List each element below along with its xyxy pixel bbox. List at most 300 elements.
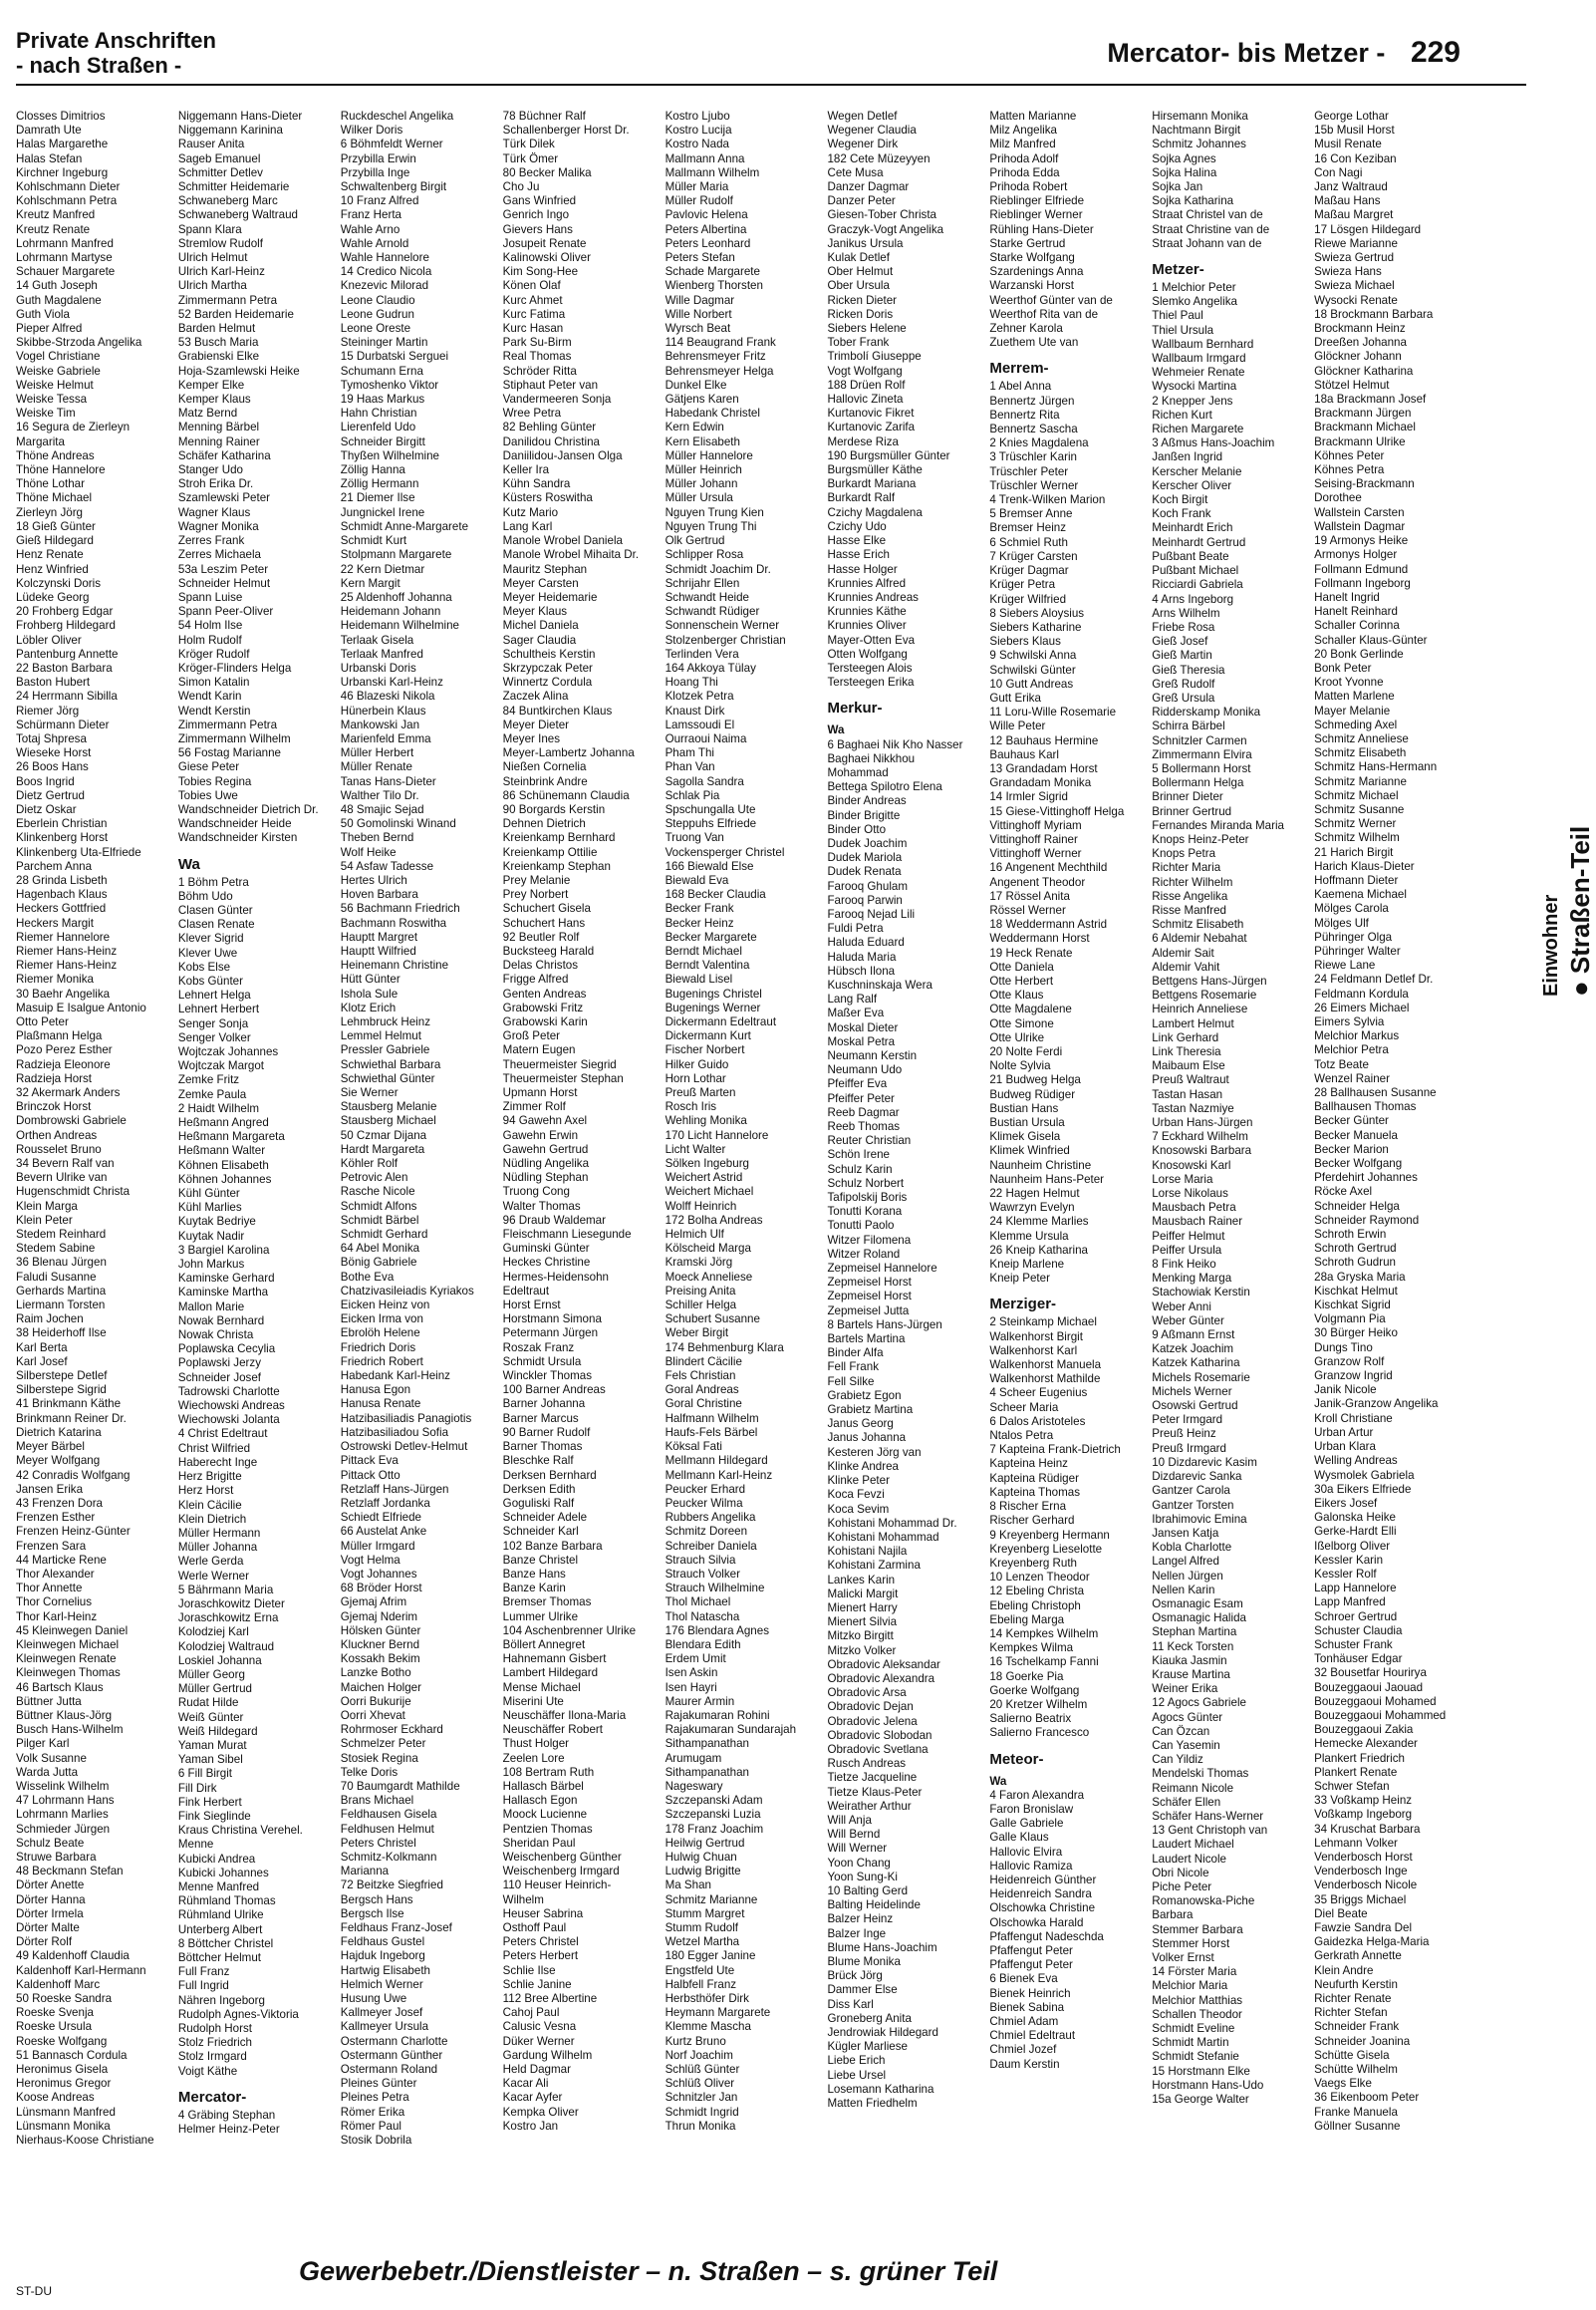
resident-entry: Kügler Marliese [827, 2040, 908, 2054]
resident-entry: Wehmeier Renate [1152, 366, 1245, 380]
resident-entry: Schlie Ilse [502, 1963, 556, 1977]
resident-entry: Full Ingrid [177, 1979, 229, 1993]
resident-entry: 2 Steinkamp Michael [989, 1315, 1097, 1329]
resident-entry: Dörter Malte [16, 1921, 80, 1934]
resident-entry: Balzer Heinz [827, 1912, 894, 1926]
resident-entry: Lambert Hildegard [502, 1666, 599, 1680]
resident-entry: Rajakumaran Sundarajah [665, 1723, 797, 1737]
resident-entry: Malicki Margit [827, 1587, 899, 1600]
resident-entry: Roeske Svenja [16, 2006, 94, 2020]
resident-entry: Tober Frank [827, 336, 890, 350]
resident-entry: 36 Eikenboom Peter [1314, 2091, 1420, 2105]
resident-entry: Parchem Anna [16, 859, 93, 873]
resident-entry: Schmitz Wilhelm [1314, 831, 1400, 845]
resident-entry: Kolczynski Doris [16, 576, 102, 590]
resident-entry: Maibaum Else [1152, 1059, 1225, 1073]
street-range-title [1107, 36, 1461, 70]
resident-entry: Krunnies Oliver [827, 619, 907, 633]
resident-entry: Koch Birgit [1152, 493, 1208, 507]
resident-entry: 104 Aschenbrenner Ulrike [502, 1623, 637, 1637]
resident-entry: Hugenschmidt Christa [16, 1185, 131, 1199]
resident-entry: Strauch Silvia [665, 1553, 736, 1567]
resident-entry: Zimmermann Elvira [1152, 747, 1252, 761]
resident-entry: Thor Karl-Heinz [16, 1609, 98, 1623]
resident-entry: 3 Trüschler Karin [989, 450, 1077, 464]
resident-entry: Laudert Michael [1152, 1838, 1234, 1852]
resident-entry: Bauhaus Karl [989, 747, 1059, 761]
resident-entry: Mausbach Petra [1152, 1201, 1236, 1215]
resident-entry: Keller Ira [502, 463, 550, 477]
resident-entry: Schmitz Johannes [1152, 138, 1246, 151]
resident-entry: Wandschneider Heide [177, 817, 292, 831]
resident-entry: Can Özcan [1152, 1724, 1210, 1738]
resident-entry: Walkenhorst Mathilde [989, 1372, 1101, 1386]
resident-entry: Meyer Bärbel [16, 1440, 85, 1454]
resident-entry: Heckers Margit [16, 916, 94, 930]
resident-entry: Fels Christian [665, 1369, 736, 1383]
resident-entry: Heidenreich Sandra [989, 1887, 1092, 1901]
resident-entry: Vogel Christiane [16, 350, 101, 364]
resident-entry: Lang Ralf [827, 993, 878, 1007]
resident-entry: Moeck Anneliese [665, 1270, 753, 1284]
resident-entry: Kapteina Thomas [989, 1485, 1081, 1499]
resident-entry: Schneider Helga [1314, 1199, 1400, 1213]
resident-entry: Seising-Brackmann [1314, 477, 1415, 491]
resident-entry: Balting Heidelinde [827, 1898, 921, 1912]
resident-entry: Peucker Erhard [665, 1482, 746, 1496]
resident-entry: Müller Rudolf [665, 194, 733, 208]
resident-entry: Schubert Susanne [665, 1312, 760, 1326]
resident-entry: Giesen-Tober Christa [827, 208, 936, 222]
resident-entry: 20 Nolte Ferdi [989, 1045, 1063, 1058]
resident-entry: Schwer Stefan [1314, 1779, 1390, 1793]
resident-entry: Zimmermann Petra [177, 293, 278, 307]
resident-entry: Kessler Rolf [1314, 1567, 1377, 1581]
resident-entry: Eikers Josef [1314, 1496, 1378, 1510]
resident-entry: Neufurth Kerstin [1314, 1977, 1398, 1991]
resident-entry: Prey Melanie [502, 873, 571, 887]
resident-entry: Hanusa Renate [340, 1397, 421, 1411]
resident-entry: Weischenberg Günther [502, 1850, 622, 1864]
directory-column [178, 110, 335, 2188]
resident-entry: Arumugam [665, 1751, 722, 1765]
resident-entry: 80 Becker Malika [502, 165, 592, 179]
resident-entry: 17 Lösgen Hildegard [1314, 222, 1422, 236]
resident-entry: Galle Klaus [989, 1831, 1049, 1845]
resident-entry: Preuß Heinz [1152, 1427, 1216, 1441]
resident-entry: Thöne Andreas [16, 448, 95, 462]
resident-entry: Mienert Harry [827, 1600, 898, 1614]
resident-entry: Schmeding Axel [1314, 718, 1398, 731]
resident-entry: Böhm Udo [177, 889, 233, 903]
resident-entry: Brackmann Ulrike [1314, 434, 1406, 448]
resident-entry: 26 Eimers Michael [1314, 1001, 1410, 1014]
resident-entry: Pfaffengut Peter [989, 1943, 1073, 1957]
resident-entry: Kuytak Nadir [177, 1229, 245, 1243]
resident-entry: Schmidt Martin [1152, 2036, 1229, 2050]
resident-entry: Link Theresia [1152, 1045, 1221, 1058]
resident-entry: Kaminske Martha [177, 1286, 269, 1299]
resident-entry: Küsters Roswitha [502, 491, 593, 505]
resident-entry: 35 Briggs Michael [1314, 1892, 1407, 1906]
resident-entry: Schwiethal Günter [340, 1071, 435, 1085]
resident-entry: Göllner Susanne [1314, 2119, 1401, 2133]
resident-entry: 13 Grandadam Horst [989, 761, 1098, 775]
resident-entry: 32 Akermark Anders [16, 1086, 121, 1100]
resident-entry: Schneider Josef [177, 1370, 262, 1384]
resident-entry: Bouzeggaoui Zakia [1314, 1723, 1414, 1737]
resident-entry: Bachmann Roswitha [340, 916, 447, 930]
resident-entry: Meyer Ines [502, 731, 561, 745]
resident-entry: Weirather Arthur [827, 1799, 912, 1813]
resident-entry: Follmann Edmund [1314, 562, 1409, 576]
resident-entry: Bothe Eva [340, 1270, 395, 1284]
resident-entry: Follmann Ingeborg [1314, 576, 1411, 590]
resident-entry: 48 Smajic Sejad [340, 802, 424, 816]
resident-entry: Balzer Inge [827, 1926, 887, 1940]
resident-entry: Danzer Peter [827, 194, 896, 208]
street-heading: Wa [177, 855, 200, 873]
resident-entry: 41 Brinkmann Käthe [16, 1397, 122, 1411]
resident-entry: 11 Keck Torsten [1152, 1639, 1234, 1653]
resident-entry: Kurc Hasan [502, 322, 564, 336]
resident-entry: Feldhusen Helmut [340, 1822, 434, 1836]
resident-entry: Koose Andreas [16, 2091, 95, 2105]
resident-entry: 12 Bauhaus Hermine [989, 733, 1099, 747]
resident-entry: Fawzie Sandra Del [1314, 1921, 1413, 1934]
resident-entry: Obradovic Dejan [827, 1700, 914, 1714]
resident-entry: Pfaffengut Nadeschda [989, 1929, 1104, 1943]
resident-entry: Grandadam Monika [989, 776, 1092, 790]
resident-entry: Stremlow Rudolf [177, 236, 263, 250]
resident-entry: Ebrolöh Helene [340, 1326, 420, 1340]
resident-entry: Licht Walter [665, 1142, 726, 1156]
resident-entry: Richter Wilhelm [1152, 875, 1233, 889]
resident-entry: Schmidt Ingrid [665, 2105, 739, 2119]
resident-entry: Haufs-Fels Bärbel [665, 1425, 758, 1439]
resident-entry: Szamlewski Peter [177, 491, 271, 505]
resident-entry: Janz Waltraud [1314, 180, 1388, 194]
resident-entry: Vittinghoff Myriam [989, 818, 1082, 832]
resident-entry: Müller Hannelore [665, 448, 753, 462]
resident-entry: Kreienkamp Ottilie [502, 845, 598, 859]
resident-entry: Peters Stefan [665, 251, 735, 265]
resident-entry: Matten Friedhelm [827, 2097, 918, 2111]
resident-entry: Schwaneberg Waltraud [177, 208, 298, 222]
resident-entry: Orthen Andreas [16, 1128, 98, 1142]
resident-entry: Kern Margit [340, 576, 400, 590]
resident-entry: Wahle Hannelore [340, 251, 429, 265]
resident-entry: Volker Ernst [1152, 1951, 1214, 1964]
resident-entry: Stemmer Horst [1152, 1936, 1230, 1950]
resident-entry: Brackmann Michael [1314, 421, 1416, 434]
resident-entry: 182 Cete Müzeyyen [827, 151, 931, 165]
resident-entry: Prihoda Adolf [989, 151, 1059, 165]
resident-entry: Ostermann Charlotte [340, 2034, 448, 2048]
resident-entry: 176 Blendara Agnes [665, 1623, 769, 1637]
resident-entry: Franke Manuela [1314, 2105, 1398, 2119]
district-code: Wa [827, 723, 845, 737]
resident-entry: Franz Herta [340, 208, 401, 222]
resident-entry: Obradovic Arsa [827, 1686, 907, 1700]
resident-entry: Schmidt Bärbel [340, 1213, 419, 1227]
resident-entry: Tonutti Korana [827, 1205, 903, 1219]
resident-entry: Menning Bärbel [177, 421, 260, 434]
resident-entry: Gantzer Carola [1152, 1484, 1230, 1498]
resident-entry: Stiphaut Peter van [502, 378, 599, 392]
resident-entry: Fernandes Miranda Maria [1152, 818, 1284, 832]
resident-entry: Mendelski Thomas [1152, 1767, 1249, 1781]
resident-entry: Bienek Heinrich [989, 1986, 1071, 2000]
resident-entry: Kluckner Bernd [340, 1637, 420, 1651]
resident-entry: Richen Kurt [1152, 408, 1212, 422]
resident-entry: Riemer Hans-Heinz [16, 944, 118, 958]
resident-entry: Matten Marianne [989, 110, 1077, 123]
resident-entry: Schneider Karl [502, 1525, 579, 1539]
resident-entry: 6 Dalos Aristoteles [989, 1414, 1086, 1428]
resident-entry: Kerscher Melanie [1152, 464, 1242, 478]
resident-entry: Wysmolek Gabriela [1314, 1468, 1415, 1482]
resident-entry: Kaldenhoff Marc [16, 1977, 101, 1991]
resident-entry: Wyrsch Beat [665, 322, 731, 336]
resident-entry: Roeske Ursula [16, 2020, 93, 2034]
resident-entry: Heckers Gottfried [16, 902, 107, 916]
resident-entry: Thöne Lothar [16, 477, 85, 491]
resident-entry: Kohistani Mohammad Dr. [827, 1516, 957, 1530]
resident-entry: Wawrzyn Evelyn [989, 1201, 1075, 1215]
resident-entry: Biewald Eva [665, 873, 729, 887]
resident-entry: Sithampanathan [665, 1737, 750, 1751]
resident-entry: Schneider Adele [502, 1511, 588, 1525]
resident-entry: Ulrich Helmut [177, 251, 248, 265]
resident-entry: Wallbaum Bernhard [1152, 337, 1254, 351]
resident-entry: Ishola Sule [340, 987, 399, 1001]
resident-entry: Dörter Irmela [16, 1906, 84, 1920]
resident-entry: Müller Johann [665, 477, 738, 491]
resident-entry: Lohrmann Manfred [16, 236, 114, 250]
resident-entry: Wagner Monika [177, 519, 259, 533]
resident-entry: Lüdeke Georg [16, 590, 90, 604]
resident-entry: Guth Viola [16, 307, 70, 321]
resident-entry: Roeske Wolfgang [16, 2034, 108, 2048]
resident-entry: Leone Gudrun [340, 307, 414, 321]
resident-entry: Schlüß Günter [665, 2063, 740, 2077]
resident-entry: Wegener Dirk [827, 138, 899, 151]
resident-entry: Zehner Karola [989, 322, 1063, 336]
resident-entry: 20 Bonk Gerlinde [1314, 647, 1404, 661]
resident-entry: 70 Baumgardt Mathilde [340, 1779, 460, 1793]
footer-code: ST-DU [16, 2284, 52, 2298]
resident-entry: 54 Holm Ilse [177, 619, 243, 633]
resident-entry: Bönig Gabriele [340, 1256, 417, 1270]
resident-entry: Sagolla Sandra [665, 774, 744, 788]
resident-entry: Zierleyn Jörg [16, 505, 84, 519]
resident-entry: Wojtczak Margot [177, 1059, 265, 1073]
resident-entry: Löbler Oliver [16, 633, 82, 647]
resident-entry: Thöne Michael [16, 491, 93, 505]
resident-entry: Wegener Claudia [827, 124, 917, 138]
resident-entry: Nowak Bernhard [177, 1313, 265, 1327]
resident-entry: Edeltraut [502, 1284, 550, 1298]
resident-entry: Petrovic Alen [340, 1171, 408, 1185]
resident-entry: Bettega Spilotro Elena [827, 780, 942, 794]
resident-entry: Kapteina Rüdiger [989, 1471, 1079, 1485]
resident-entry: 20 Kretzer Wilhelm [989, 1697, 1088, 1711]
resident-entry: Neuschäffer Robert [502, 1723, 603, 1737]
resident-entry: Schäfer Ellen [1152, 1795, 1221, 1809]
resident-entry: Mense Michael [502, 1680, 581, 1694]
resident-entry: Nüdling Stephan [502, 1171, 589, 1185]
resident-entry: Swieza Gertrud [1314, 251, 1395, 265]
resident-entry: Straat Christel van de [1152, 208, 1263, 222]
resident-entry: Margarita [16, 434, 65, 448]
resident-entry: Greß Rudolf [1152, 677, 1215, 691]
resident-entry: Tafipolskij Boris [827, 1191, 908, 1205]
resident-entry: Feldhaus Gustel [340, 1935, 425, 1949]
resident-entry: Binder Alfa [827, 1346, 884, 1360]
resident-entry: Plankert Renate [1314, 1765, 1398, 1779]
resident-entry: Wendt Kerstin [177, 704, 251, 718]
resident-entry: Chatzivasileiadis Kyriakos [340, 1284, 474, 1298]
resident-entry: Berndt Valentina [665, 959, 750, 973]
resident-entry: Ebeling Christoph [989, 1598, 1081, 1612]
resident-entry: Menking Marga [1152, 1272, 1232, 1286]
side-tab-text [1540, 826, 1596, 997]
resident-entry: Vaegs Elke [1314, 2077, 1372, 2091]
resident-entry: Zöllig Hanna [340, 463, 405, 477]
resident-entry: Cho Ju [502, 180, 540, 194]
resident-entry: Vittinghoff Werner [989, 847, 1082, 861]
resident-entry: Kempkes Wilma [989, 1641, 1074, 1655]
resident-entry: Kneip Peter [989, 1272, 1050, 1286]
resident-entry: Hilker Guido [665, 1057, 729, 1071]
resident-entry: Zimmermann Petra [177, 718, 278, 731]
resident-entry: 10 Balting Gerd [827, 1883, 909, 1897]
resident-entry: Brück Jörg [827, 1969, 883, 1983]
resident-entry: Winnertz Cordula [502, 676, 593, 690]
resident-entry: Becker Frank [665, 902, 734, 916]
resident-entry: Kostro Jan [502, 2119, 559, 2133]
resident-entry: Heckes Christine [502, 1256, 591, 1270]
resident-entry: 34 Kruschat Barbara [1314, 1822, 1421, 1836]
resident-entry: Krüger Dagmar [989, 564, 1069, 578]
resident-entry: 18a Brackmann Josef [1314, 393, 1427, 407]
resident-entry: Liermann Torsten [16, 1299, 106, 1312]
resident-entry: Sojka Katharina [1152, 194, 1234, 208]
resident-entry: 1 Melchior Peter [1152, 281, 1236, 295]
resident-entry: Radzieja Eleonore [16, 1057, 111, 1071]
resident-entry: Will Anja [827, 1813, 872, 1827]
resident-entry: Horst Ernst [502, 1299, 561, 1312]
resident-entry: 4 Trenk-Wilken Marion [989, 493, 1106, 507]
resident-entry: 10 Franz Alfred [340, 194, 419, 208]
resident-entry: Peters Christel [502, 1935, 579, 1949]
resident-entry: Dreeßen Johanna [1314, 336, 1407, 350]
resident-entry: Will Bernd [827, 1828, 881, 1842]
resident-entry: Gantzer Torsten [1152, 1498, 1234, 1512]
resident-entry: Wille Norbert [665, 307, 732, 321]
resident-entry: Roszak Franz [502, 1340, 575, 1354]
resident-entry: Volgmann Pia [1314, 1312, 1386, 1326]
resident-entry: Riemer Jörg [16, 704, 80, 718]
resident-entry: 32 Bousetfar Hourirya [1314, 1666, 1427, 1680]
resident-entry: Czichy Magdalena [827, 505, 923, 519]
resident-entry: Otte Klaus [989, 989, 1044, 1003]
resident-entry: Derksen Edith [502, 1482, 576, 1496]
resident-entry: Voigt Käthe [177, 2064, 238, 2078]
resident-entry: Pilger Karl [16, 1737, 70, 1751]
resident-entry: Walkenhorst Birgit [989, 1329, 1083, 1343]
resident-entry: Otten Wolfgang [827, 647, 908, 661]
resident-entry: Genrich Ingo [502, 208, 570, 222]
resident-entry: Weichert Astrid [665, 1171, 743, 1185]
resident-entry: Nellen Jürgen [1152, 1569, 1223, 1583]
resident-entry: Mayer-Otten Eva [827, 633, 916, 647]
resident-entry: Kern Elisabeth [665, 434, 740, 448]
resident-entry: Brinczok Horst [16, 1100, 92, 1114]
resident-entry: 30a Eikers Elfriede [1314, 1482, 1412, 1496]
resident-entry: Senger Sonja [177, 1016, 249, 1030]
resident-entry: Peiffer Ursula [1152, 1243, 1222, 1257]
resident-entry: Richter Maria [1152, 861, 1221, 875]
resident-entry: 11 Loru-Wille Rosemarie [989, 706, 1117, 720]
resident-entry: Salierno Francesco [989, 1726, 1090, 1740]
resident-entry: Pentzien Thomas [502, 1822, 593, 1836]
resident-entry: Behrensmeyer Fritz [665, 350, 766, 364]
resident-entry: Thöne Hannelore [16, 463, 106, 477]
directory-column [341, 110, 497, 2188]
resident-entry: Vogt Wolfgang [827, 364, 903, 378]
resident-entry: 90 Barner Rudolf [502, 1425, 591, 1439]
resident-entry: Schütte Gisela [1314, 2048, 1390, 2062]
resident-entry: Vogt Helma [340, 1553, 400, 1567]
resident-entry: Bienek Sabina [989, 2000, 1065, 2014]
resident-entry: Schmidt Stefanie [1152, 2050, 1239, 2064]
resident-entry: Daniilidou-Jansen Olga [502, 448, 623, 462]
resident-entry: Manole Wrobel Mihaita Dr. [502, 548, 640, 562]
resident-entry: Kühl Marlies [177, 1201, 242, 1215]
resident-entry: 6 Baghaei Nik Kho Nasser [827, 737, 963, 751]
resident-entry: Barner Marcus [502, 1411, 579, 1425]
resident-entry: Pieper Alfred [16, 322, 83, 336]
resident-entry: Trüschler Werner [989, 478, 1079, 492]
resident-entry: Kramski Jörg [665, 1256, 733, 1270]
resident-entry: Eicken Heinz von [340, 1299, 430, 1312]
resident-entry: Karl Josef [16, 1354, 68, 1368]
resident-entry: Hasse Holger [827, 562, 898, 576]
resident-entry: Böllert Annegret [502, 1637, 586, 1651]
resident-entry: 50 Gomolinski Winand [340, 817, 456, 831]
resident-entry: 22 Kern Dietmar [340, 562, 425, 576]
resident-entry: Hulwig Chuan [665, 1850, 737, 1864]
resident-entry: 6 Schmiel Ruth [989, 535, 1068, 549]
resident-entry: Zaczek Alina [502, 690, 569, 704]
resident-entry: Schmidt Gerhard [340, 1228, 428, 1242]
resident-entry: Türk Dilek [502, 138, 555, 151]
resident-entry: Heinemann Christine [340, 959, 449, 973]
resident-entry: Pittack Eva [340, 1454, 399, 1468]
resident-entry: Klinkenberg Horst [16, 831, 109, 845]
resident-entry: Heronimus Gregor [16, 2077, 112, 2091]
resident-entry: Hatzibasiliadis Panagiotis [340, 1411, 472, 1425]
resident-entry: Janus Johanna [827, 1431, 907, 1445]
resident-entry: Sonnenschein Werner [665, 619, 780, 633]
resident-entry: 3 Bargiel Karolina [177, 1243, 270, 1257]
resident-entry: Schmitz Elisabeth [1314, 746, 1407, 760]
resident-entry: 5 Bährmann Maria [177, 1583, 274, 1596]
resident-entry: Kostro Lucija [665, 124, 732, 138]
resident-entry: Nageswary [665, 1779, 723, 1793]
